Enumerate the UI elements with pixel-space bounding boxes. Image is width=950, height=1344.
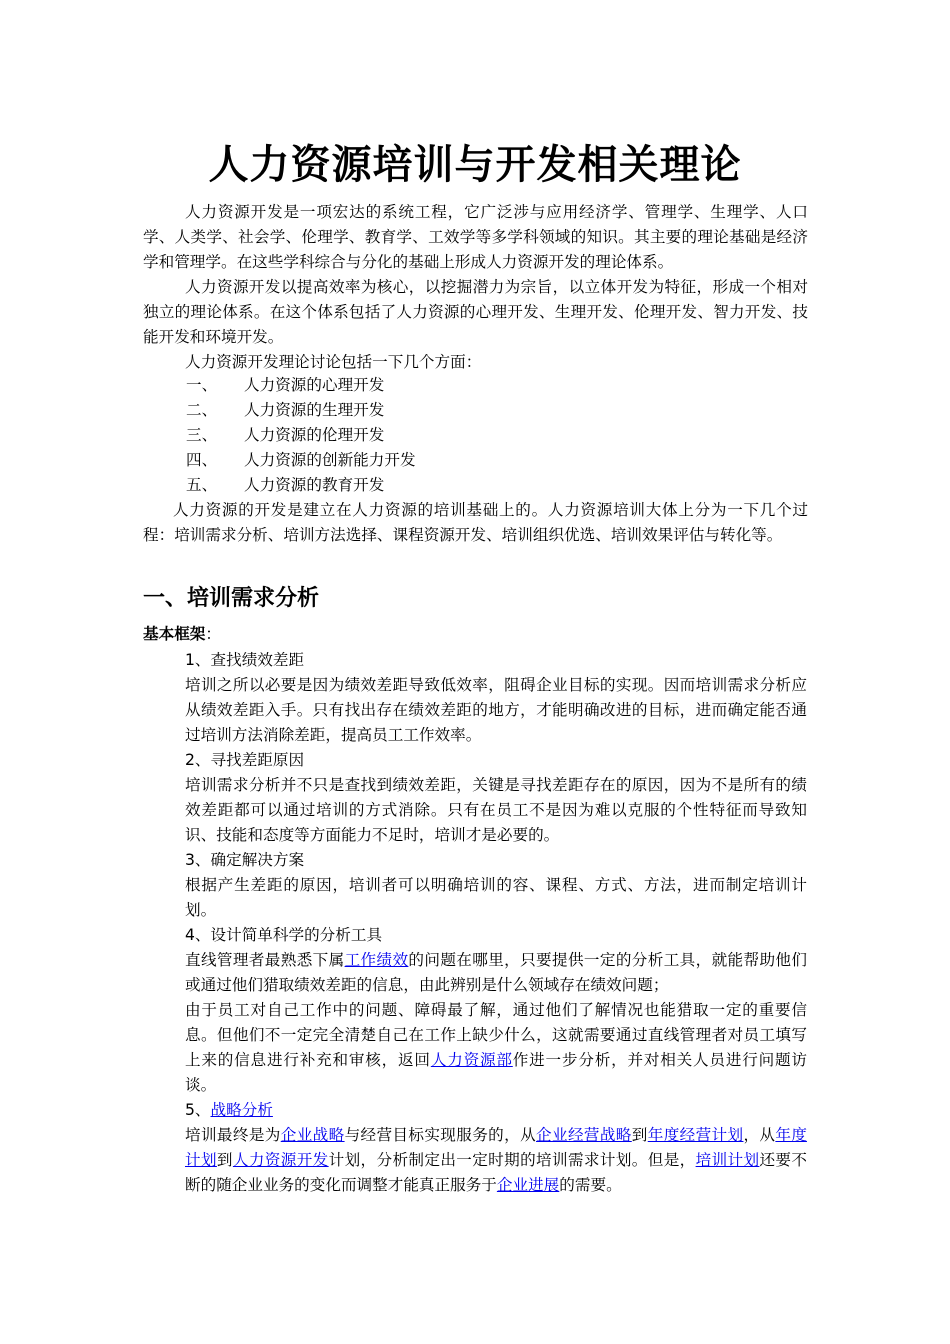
step-1-text: 培训之所以必要是因为绩效差距导致低效率，阻碍企业目标的实现。因而培训需求分析应从绩效差距入手。只有找出存在绩效差距的地方，才能明确改进的目标，进而确定能否通过培训方法消除差距，提高员工工作效率。 — [185, 676, 807, 744]
list-item-number: 三、 — [186, 426, 218, 444]
intro-paragraph-3: 人力资源开发理论讨论包括一下几个方面： — [185, 353, 482, 371]
list-item-text: 人力资源的创新能力开发 — [244, 451, 416, 469]
step-1-title: 1、查找绩效差距 — [185, 651, 305, 669]
text-run: 到 — [631, 1126, 648, 1144]
framework-label-text: 基本框架 — [143, 625, 206, 643]
text-run: 与经营目标实现服务的，从 — [344, 1126, 537, 1144]
list-item — [186, 448, 416, 473]
list-item — [186, 423, 416, 448]
step-3-text: 根据产生差距的原因，培训者可以明确培训的容、课程、方式、方法，进而制定培训计划。 — [185, 876, 807, 919]
list-item-number: 二、 — [186, 401, 218, 419]
link-enterprise-strategy[interactable]: 企业战略 — [280, 1126, 345, 1144]
list-item — [186, 398, 416, 423]
link-strategy-analysis[interactable]: 战略分析 — [210, 1101, 273, 1119]
intro-paragraph-2: 人力资源开发以提高效率为核心，以挖掘潜力为宗旨，以立体开发为特征，形成一个相对独立的理论体系。在这个体系包括了人力资源的心理开发、生理开发、伦理开发、智力开发、技能开发和环境开发。 — [143, 278, 808, 346]
list-item-text: 人力资源的教育开发 — [244, 476, 385, 494]
text-run: 作进一步分析，并对相关人员进行问题访谈。 — [185, 1051, 807, 1094]
link-hr-development[interactable]: 人力资源开发 — [232, 1151, 329, 1169]
framework-content — [185, 648, 807, 1198]
list-item — [186, 473, 416, 498]
text-run: 培训最终是为 — [185, 1126, 281, 1144]
link-enterprise-progress[interactable]: 企业进展 — [496, 1176, 560, 1194]
link-hr-department[interactable]: 人力资源部 — [430, 1051, 513, 1069]
link-work-performance[interactable]: 工作绩效 — [344, 951, 409, 969]
intro-paragraphs — [143, 200, 808, 375]
list-item-text: 人力资源的心理开发 — [244, 376, 385, 394]
text-run: 的需要。 — [559, 1176, 622, 1194]
step-5-text — [185, 1123, 807, 1198]
step-4-paragraph-1 — [185, 948, 807, 998]
section-heading: 一、培训需求分析 — [143, 586, 320, 611]
text-run: 到 — [216, 1151, 233, 1169]
list-item-text: 人力资源的伦理开发 — [244, 426, 385, 444]
framework-colon: ： — [205, 625, 221, 643]
step-4-title: 4、设计简单科学的分析工具 — [185, 926, 383, 944]
text-run: 的问题在哪里，只要提供一定的分析工具，就能帮助他们或通过他们猎取绩效差距的信息，由此辨别是什么领域存在绩效问题； — [185, 951, 807, 994]
list-item-number: 四、 — [186, 451, 218, 469]
step-3-title: 3、确定解决方案 — [185, 851, 305, 869]
step-number: 5、 — [185, 1101, 211, 1119]
text-run: ，从 — [743, 1126, 776, 1144]
link-business-strategy[interactable]: 企业经营战略 — [536, 1126, 632, 1144]
text-run: 由于员工对自己工作中的问题、障碍最了解，通过他们了解情况也能猎取一定的重要信息。但他们不一定完全清楚自己在工作上缺少什么，这就需要通过直线管理者对员工填写上来的信息进行补充和审核，返回 — [185, 1001, 807, 1069]
step-2-text: 培训需求分析并不只是查找到绩效差距，关键是寻找差距存在的原因，因为不是所有的绩效差距都可以通过培训的方式消除。只有在员工不是因为难以克服的个性特征而导致知识、技能和态度等方面能力不足时，培训才是必要的。 — [185, 776, 807, 844]
step-2-title: 2、寻找差距原因 — [185, 751, 305, 769]
list-item-number: 一、 — [186, 376, 218, 394]
text-run: 还要不断的随企业业务的变化而调整才能真正服务于 — [185, 1151, 807, 1194]
link-annual-plan[interactable]: 年度计划 — [185, 1126, 807, 1169]
development-aspects-list — [186, 373, 416, 498]
intro-closing — [143, 498, 808, 548]
list-item-number: 五、 — [186, 476, 218, 494]
framework-label — [143, 622, 221, 647]
list-item-text: 人力资源的生理开发 — [244, 401, 385, 419]
intro-paragraph-4: 人力资源的开发是建立在人力资源的培训基础上的。人力资源培训大体上分为一下几个过程：培训需求分析、培训方法选择、课程资源开发、培训组织优选、培训效果评估与转化等。 — [143, 501, 808, 544]
document-title: 人力资源培训与开发相关理论 — [208, 142, 742, 188]
text-run: 直线管理者最熟悉下属 — [185, 951, 345, 969]
step-5-title — [185, 1098, 807, 1123]
link-training-plan[interactable]: 培训计划 — [695, 1151, 760, 1169]
intro-paragraph-1: 人力资源开发是一项宏达的系统工程，它广泛涉与应用经济学、管理学、生理学、人口学、人类学、社会学、伦理学、教育学、工效学等多学科领域的知识。其主要的理论基础是经济学和管理学。在这些学科综合与分化的基础上形成人力资源开发的理论体系。 — [143, 203, 808, 271]
step-4-paragraph-2 — [185, 998, 807, 1098]
link-annual-business-plan[interactable]: 年度经营计划 — [647, 1126, 744, 1144]
list-item — [186, 373, 416, 398]
text-run: 计划，分析制定出一定时期的培训需求计划。但是， — [328, 1151, 696, 1169]
